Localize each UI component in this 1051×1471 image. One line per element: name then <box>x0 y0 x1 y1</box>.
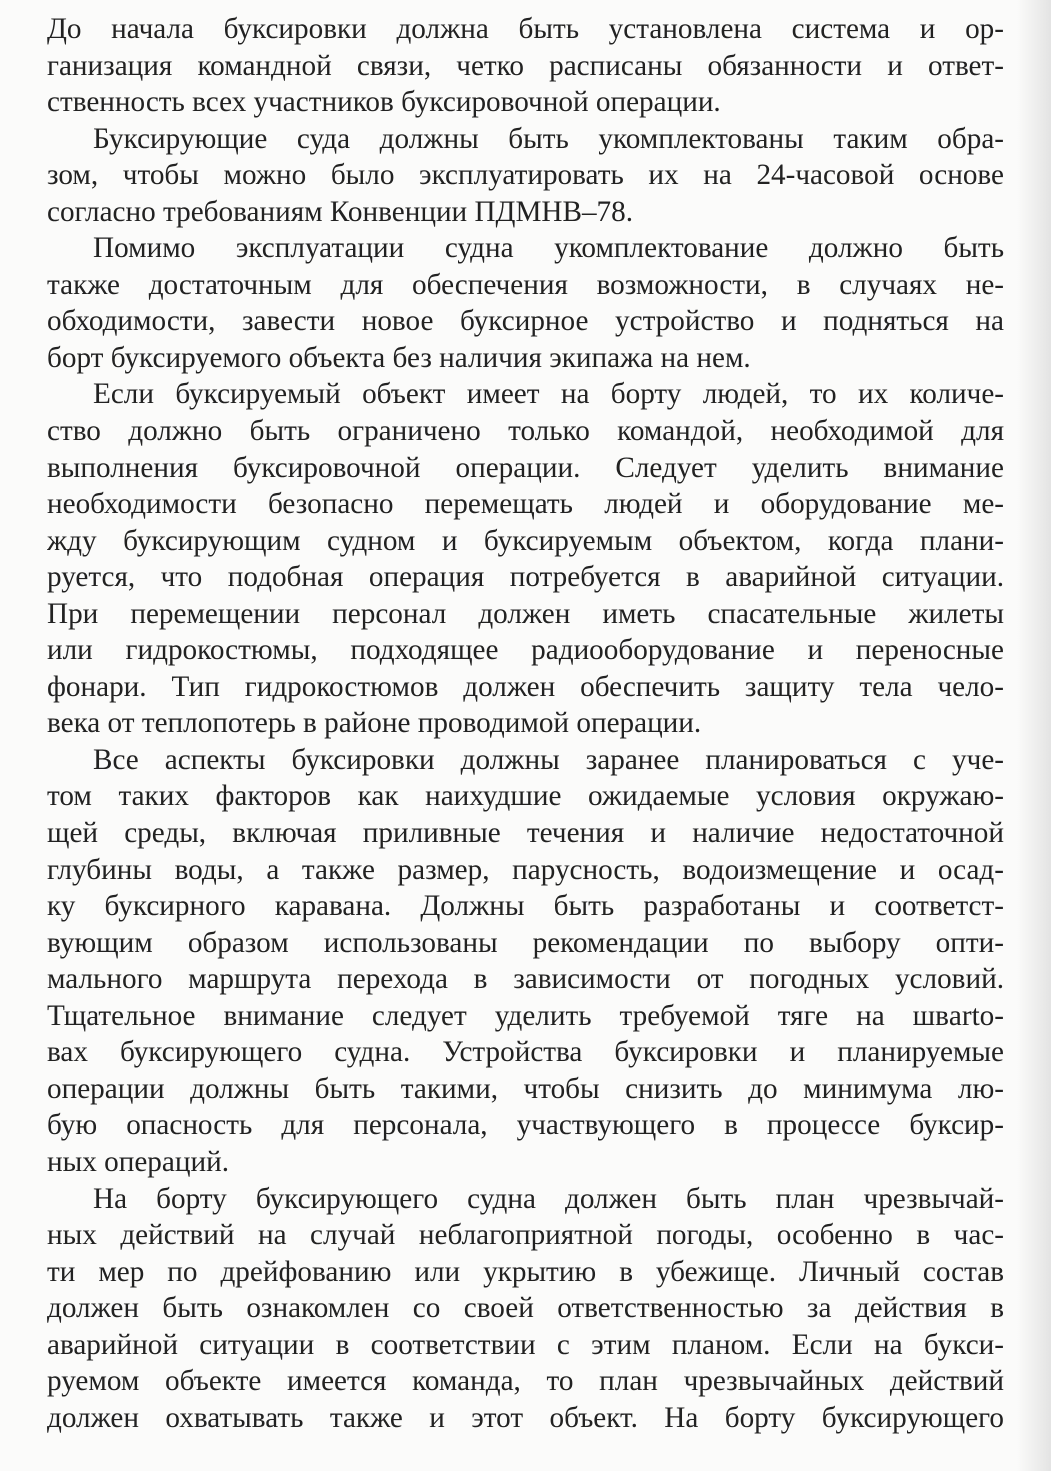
text-line-26: вующим образом использованы рекомендации по выбору опти- <box>47 926 1004 959</box>
text-line-22: том таких факторов как наихудшие ожидаемые условия окружаю- <box>47 780 1004 813</box>
text-line-27: мального маршрута перехода в зависимости от погодных условий. <box>47 963 1004 996</box>
text-line-33: На борту буксирующего судна должен быть план чрезвычай- <box>93 1182 1004 1215</box>
text-line-13: выполнения буксировочной операции. Следует уделить внимание <box>47 451 1004 484</box>
text-line-02: ганизация командной связи, четко расписаны обязанности и ответ- <box>47 49 1004 82</box>
text-line-28: Тщательное внимание следует уделить требуемой тяге на швarto- <box>47 999 1004 1032</box>
text-line-16: руется, что подобная операция потребуется в аварийной ситуации. <box>47 561 1004 594</box>
text-line-11: Если буксируемый объект имеет на борту людей, то их количе- <box>93 378 1004 411</box>
text-line-37: аварийной ситуации в соответствии с этим планом. Если на букси- <box>47 1328 1004 1361</box>
text-line-23: щей среды, включая приливные течения и наличие недостаточной <box>47 817 1004 850</box>
text-line-15: жду буксирующим судном и буксируемым объектом, когда плани- <box>47 524 1004 557</box>
text-line-20: века от теплопотерь в районе проводимой операции. <box>47 707 702 740</box>
text-line-14: необходимости безопасно перемещать людей и оборудование ме- <box>47 488 1004 521</box>
text-line-30: операции должны быть такими, чтобы снизить до минимума лю- <box>47 1072 1004 1105</box>
text-line-09: обходимости, завести новое буксирное устройство и подняться на <box>47 305 1004 338</box>
text-line-06: согласно требованиям Конвенции ПДМНВ–78. <box>47 195 634 228</box>
text-line-32: ных операций. <box>47 1145 229 1178</box>
text-line-24: глубины воды, а также размер, парусность, водоизмещение и осад- <box>47 853 1004 886</box>
text-line-05: зом, чтобы можно было эксплуатировать их на 24-часовой основе <box>47 159 1004 192</box>
text-line-17: При перемещении персонал должен иметь спасательные жилеты <box>47 597 1004 630</box>
text-line-12: ство должно быть ограничено только командой, необходимой для <box>47 415 1004 448</box>
text-line-10: борт буксируемого объекта без наличия экипажа на нем. <box>47 341 751 374</box>
text-line-07: Помимо эксплуатации судна укомплектование должно быть <box>93 232 1004 265</box>
body-text <box>47 11 1004 1436</box>
text-line-18: или гидрокостюмы, подходящее радиооборудование и переносные <box>47 634 1004 667</box>
text-line-19: фонари. Тип гидрокостюмов должен обеспечить защиту тела чело- <box>47 670 1004 703</box>
text-line-39: должен охватывать также и этот объект. На борту буксирующего <box>47 1401 1004 1434</box>
text-line-34: ных действий на случай неблагоприятной погоды, особенно в час- <box>47 1219 1004 1252</box>
text-line-08: также достаточным для обеспечения возможности, в случаях не- <box>47 268 1004 301</box>
page-edge-shadow <box>1017 0 1051 1471</box>
text-line-38: руемом объекте имеется команда, то план чрезвычайных действий <box>47 1365 1004 1398</box>
text-line-25: ку буксирного каравана. Должны быть разработаны и соответст- <box>47 890 1004 923</box>
text-line-21: Все аспекты буксировки должны заранее планироваться с уче- <box>93 743 1004 776</box>
text-line-04: Буксирующие суда должны быть укомплектованы таким обра- <box>93 122 1004 155</box>
text-line-36: должен быть ознакомлен со своей ответственностью за действия в <box>47 1292 1004 1325</box>
text-line-35: ти мер по дрейфованию или укрытию в убежище. Личный состав <box>47 1255 1004 1288</box>
text-line-29: вах буксирующего судна. Устройства буксировки и планируемые <box>47 1036 1004 1069</box>
text-line-31: бую опасность для персонала, участвующего в процессе буксир- <box>47 1109 1004 1142</box>
text-line-03: ственность всех участников буксировочной операции. <box>47 86 721 119</box>
text-line-01: До начала буксировки должна быть установлена система и ор- <box>47 13 1004 45</box>
